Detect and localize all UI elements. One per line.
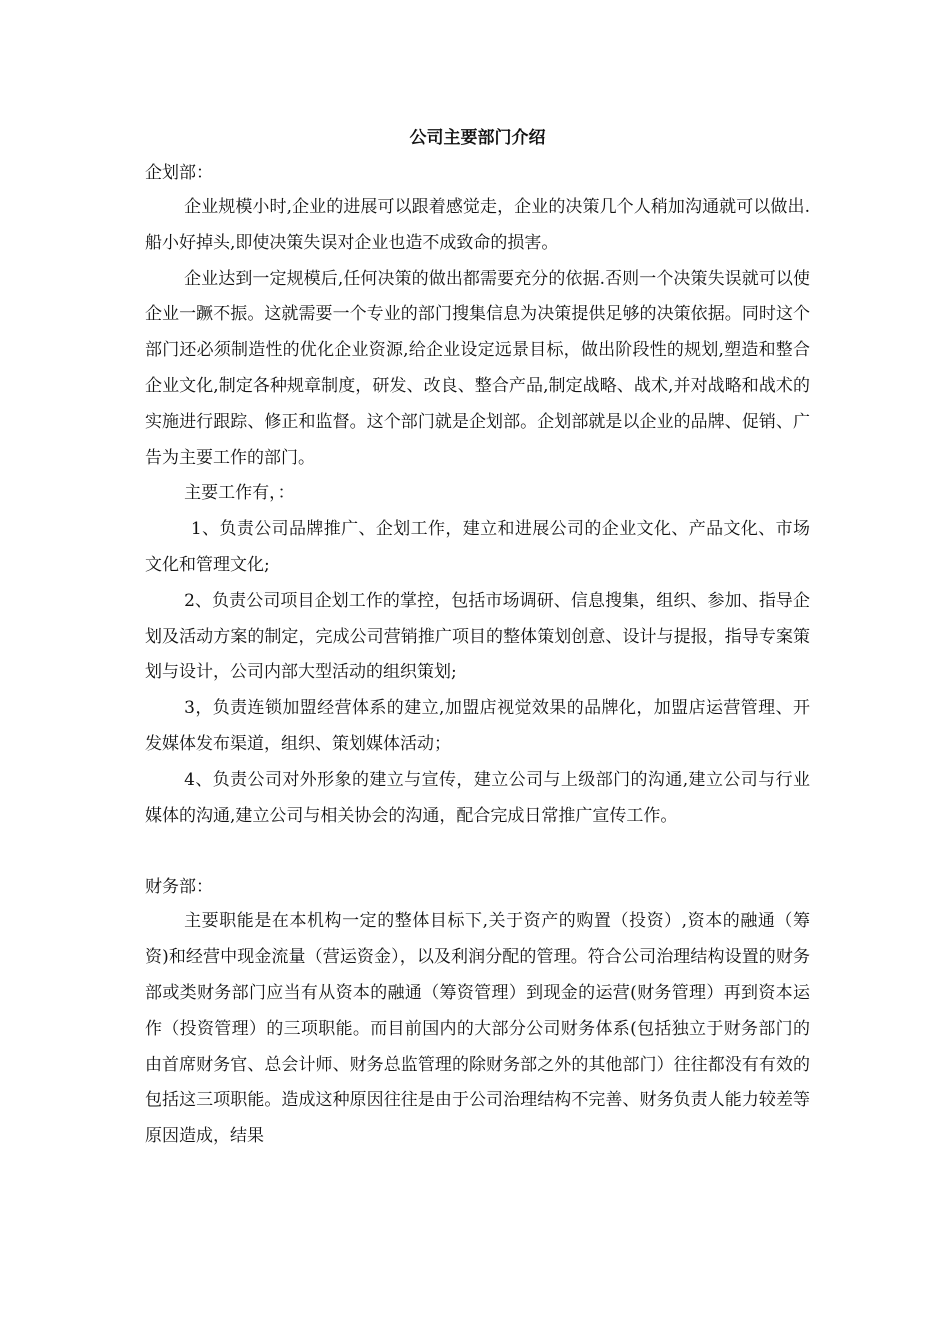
list-item: 4、负责公司对外形象的建立与宣传，建立公司与上级部门的沟通,建立公司与行业媒体的沟通,建立公司与相关协会的沟通，配合完成日常推广宣传工作。: [145, 769, 810, 826]
paragraph: 企业达到一定规模后,任何决策的做出都需要充分的依据.否则一个决策失误就可以使企业一蹶不振。这就需要一个专业的部门搜集信息为决策提供足够的决策依据。同时这个部门还必须制造性的优化企业资源,给企业设定远景目标，做出阶段性的规划,塑造和整合企业文化,制定各种规章制度，研发、改良、整合产品,制定战略、战术,并对战略和战术的实施进行跟踪、修正和监督。这个部门就是企划部。企划部就是以企业的品牌、促销、广告为主要工作的部门。: [145, 268, 810, 468]
list-item: 2、负责公司项目企划工作的掌控，包括市场调研、信息搜集，组织、参加、指导企划及活动方案的制定，完成公司营销推广项目的整体策划创意、设计与提报，指导专案策划与设计，公司内部大型活动的组织策划;: [145, 590, 810, 683]
paragraph: 企业规模小时,企业的进展可以跟着感觉走，企业的决策几个人稍加沟通就可以做出.船小好掉头,即使决策失误对企业也造不成致命的损害。: [145, 197, 810, 253]
document-page: [145, 120, 810, 1155]
section-heading: 企划部：: [145, 163, 213, 183]
section-planning-department: [145, 156, 810, 834]
section-heading: 财务部：: [145, 877, 213, 898]
paragraph: 主要工作有，：: [184, 483, 295, 504]
list-item: 3，负责连锁加盟经营体系的建立,加盟店视觉效果的品牌化，加盟店运营管理、开发媒体发布渠道，组织、策划媒体活动；: [145, 698, 810, 754]
section-finance-department: [145, 870, 810, 1155]
document-title: 公司主要部门介绍: [409, 128, 546, 148]
paragraph: 主要职能是在本机构一定的整体目标下,关于资产的购置（投资）,资本的融通（筹资)和经营中现金流量（营运资金），以及利润分配的管理。符合公司治理结构设置的财务部或类财务部门应当有从资本的融通（筹资管理）到现金的运营(财务管理）再到资本运作（投资管理）的三项职能。而目前国内的大部分公司财务体系(包括独立于财务部门的由首席财务官、总会计师、财务总监管理的除财务部之外的其他部门）往往都没有有效的包括这三项职能。造成这种原因往往是由于公司治理结构不完善、财务负责人能力较差等原因造成，结果: [145, 911, 810, 1147]
list-item: 1、负责公司品牌推广、企划工作，建立和进展公司的企业文化、产品文化、市场文化和管理文化;: [145, 519, 810, 575]
section-spacer: [145, 834, 810, 870]
